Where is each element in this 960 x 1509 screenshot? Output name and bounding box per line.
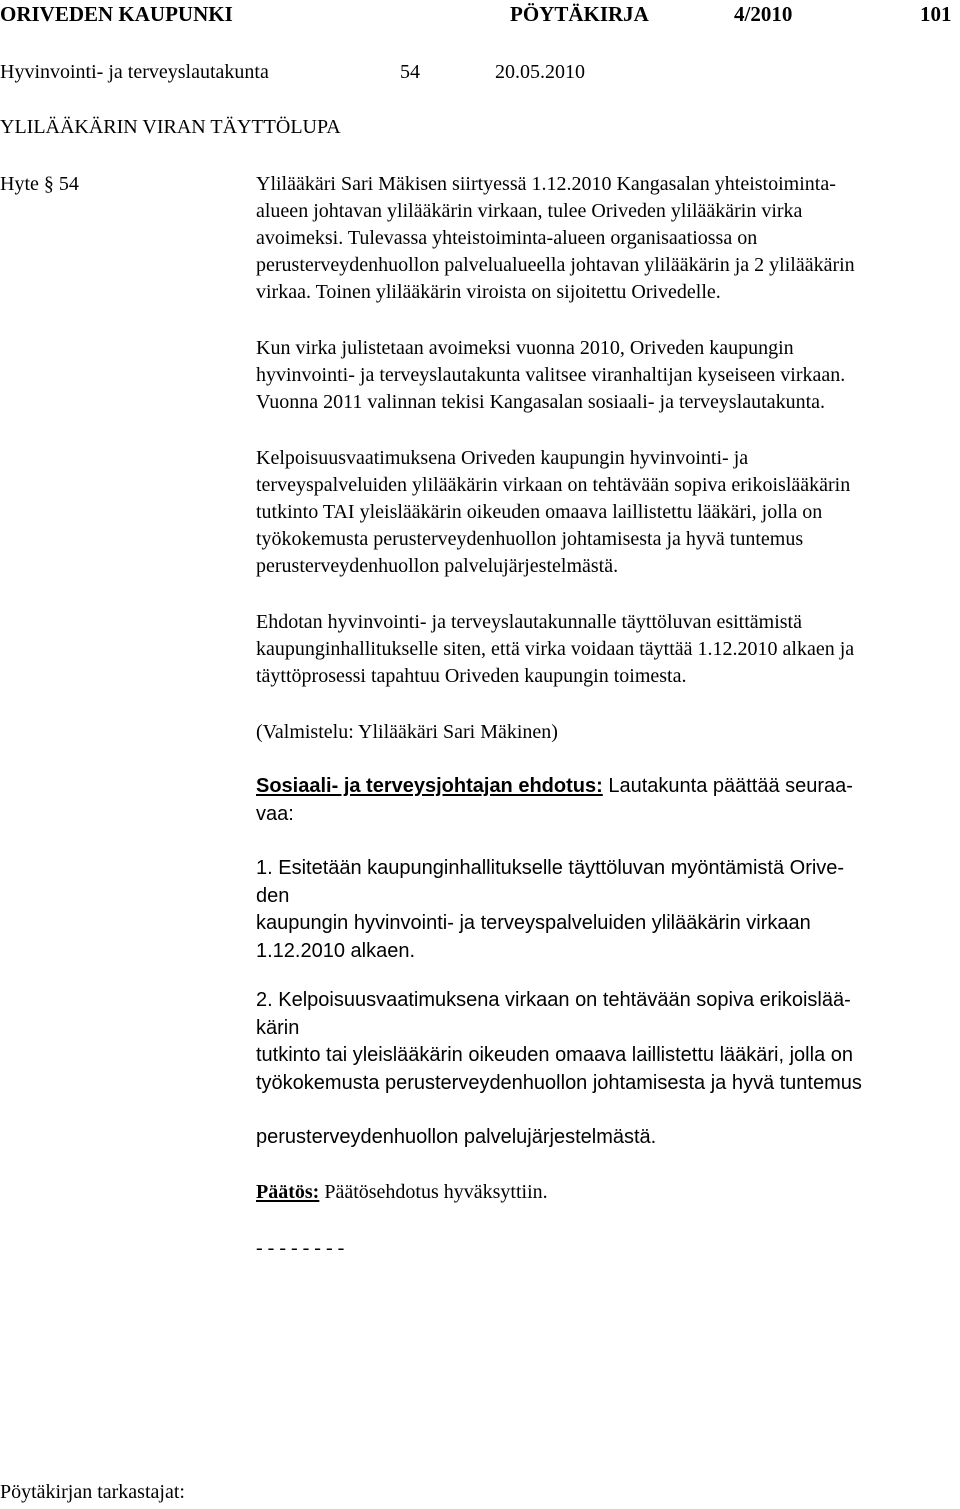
minutes-reviewers-label: Pöytäkirjan tarkastajat: <box>0 1481 185 1503</box>
paragraph-line: Kelpoisuusvaatimuksena Oriveden kaupungin hyvinvointi- ja <box>256 447 749 469</box>
meeting-date: 20.05.2010 <box>495 61 585 83</box>
paragraph-line: perusterveydenhuollon palvelualueella johtavan ylilääkärin ja 2 ylilääkärin <box>256 254 855 276</box>
page-number: 101 <box>920 2 952 26</box>
proposal-line: kaupungin hyvinvointi- ja terveyspalveluiden ylilääkärin virkaan <box>256 912 811 934</box>
decision-text: Päätösehdotus hyväksyttiin. <box>319 1181 548 1203</box>
proposal-line: 1. Esitetään kaupunginhallitukselle täyttöluvan myöntämistä Orive- <box>256 857 845 879</box>
paragraph-2 <box>256 335 845 416</box>
section-label: Hyte § 54 <box>0 173 79 195</box>
paragraph-4 <box>256 609 854 690</box>
document-type: PÖYTÄKIRJA <box>510 2 649 26</box>
paragraph-line: tutkinto TAI yleislääkärin oikeuden omaava laillistettu lääkäri, jolla on <box>256 501 823 523</box>
paragraph-line: avoimeksi. Tulevassa yhteistoiminta-alueen organisaatiossa on <box>256 227 758 249</box>
organization-name: ORIVEDEN KAUPUNKI <box>0 2 233 26</box>
section-number: 54 <box>400 61 420 83</box>
paragraph-3 <box>256 445 850 580</box>
document-number: 4/2010 <box>734 2 793 26</box>
page-title: YLILÄÄKÄRIN VIRAN TÄYTTÖLUPA <box>0 116 341 138</box>
paragraph-line: alueen johtavan ylilääkärin virkaan, tulee Oriveden ylilääkärin virka <box>256 200 803 222</box>
proposal-line: työkokemusta perusterveydenhuollon johtamisesta ja hyvä tuntemus <box>256 1071 862 1094</box>
proposal-intro-text: Lautakunta päättää seuraa- <box>602 775 853 797</box>
proposal-line: tutkinto tai yleislääkärin oikeuden omaava laillistettu lääkäri, jolla on <box>256 1044 853 1066</box>
paragraph-line: kaupunginhallitukselle siten, että virka voidaan täyttää 1.12.2010 alkaen ja <box>256 638 855 660</box>
proposal-item-2 <box>256 987 862 1097</box>
paragraph-1 <box>256 171 855 306</box>
proposal-line: den <box>256 884 290 907</box>
paragraph-line: perusterveydenhuollon palvelujärjestelmästä. <box>256 555 619 577</box>
paragraph-line: terveyspalveluiden ylilääkärin virkaan on tehtävään sopiva erikoislääkärin <box>256 474 851 496</box>
paragraph-line: Kun virka julistetaan avoimeksi vuonna 2010, Oriveden kaupungin <box>256 337 794 359</box>
proposal-intro <box>256 773 853 828</box>
decision <box>256 1179 548 1206</box>
proposal-line: 1.12.2010 alkaen. <box>256 939 416 962</box>
paragraph-line: täyttöprosessi tapahtuu Oriveden kaupungin toimesta. <box>256 665 687 687</box>
paragraph-line: Ylilääkäri Sari Mäkisen siirtyessä 1.12.2010 Kangasalan yhteistoiminta- <box>256 173 836 195</box>
paragraph-line: hyvinvointi- ja terveyslautakunta valitsee viranhaltijan kyseiseen virkaan. <box>256 364 846 386</box>
section-separator: - - - - - - - - <box>256 1237 345 1259</box>
decision-label: Päätös: <box>256 1181 320 1203</box>
paragraph-line: Ehdotan hyvinvointi- ja terveyslautakunnalle täyttöluvan esittämistä <box>256 611 802 633</box>
paragraph-line: Vuonna 2011 valinnan tekisi Kangasalan sosiaali- ja terveyslautakunta. <box>256 391 826 413</box>
proposal-line: 2. Kelpoisuusvaatimuksena virkaan on tehtävään sopiva erikoislää- <box>256 989 851 1011</box>
proposal-heading: Sosiaali- ja terveysjohtajan ehdotus: <box>256 775 603 797</box>
proposal-intro-line: vaa: <box>256 802 294 825</box>
paragraph-line: työkokemusta perusterveydenhuollon johtamisesta ja hyvä tuntemus <box>256 528 804 550</box>
preparation-note: (Valmistelu: Ylilääkäri Sari Mäkinen) <box>256 721 558 743</box>
proposal-item-2-last: perusterveydenhuollon palvelujärjestelmästä. <box>256 1126 657 1148</box>
committee-name: Hyvinvointi- ja terveyslautakunta <box>0 61 269 83</box>
proposal-item-1 <box>256 855 844 965</box>
proposal-line: kärin <box>256 1016 300 1039</box>
paragraph-line: virkaa. Toinen ylilääkärin viroista on sijoitettu Orivedelle. <box>256 281 721 303</box>
